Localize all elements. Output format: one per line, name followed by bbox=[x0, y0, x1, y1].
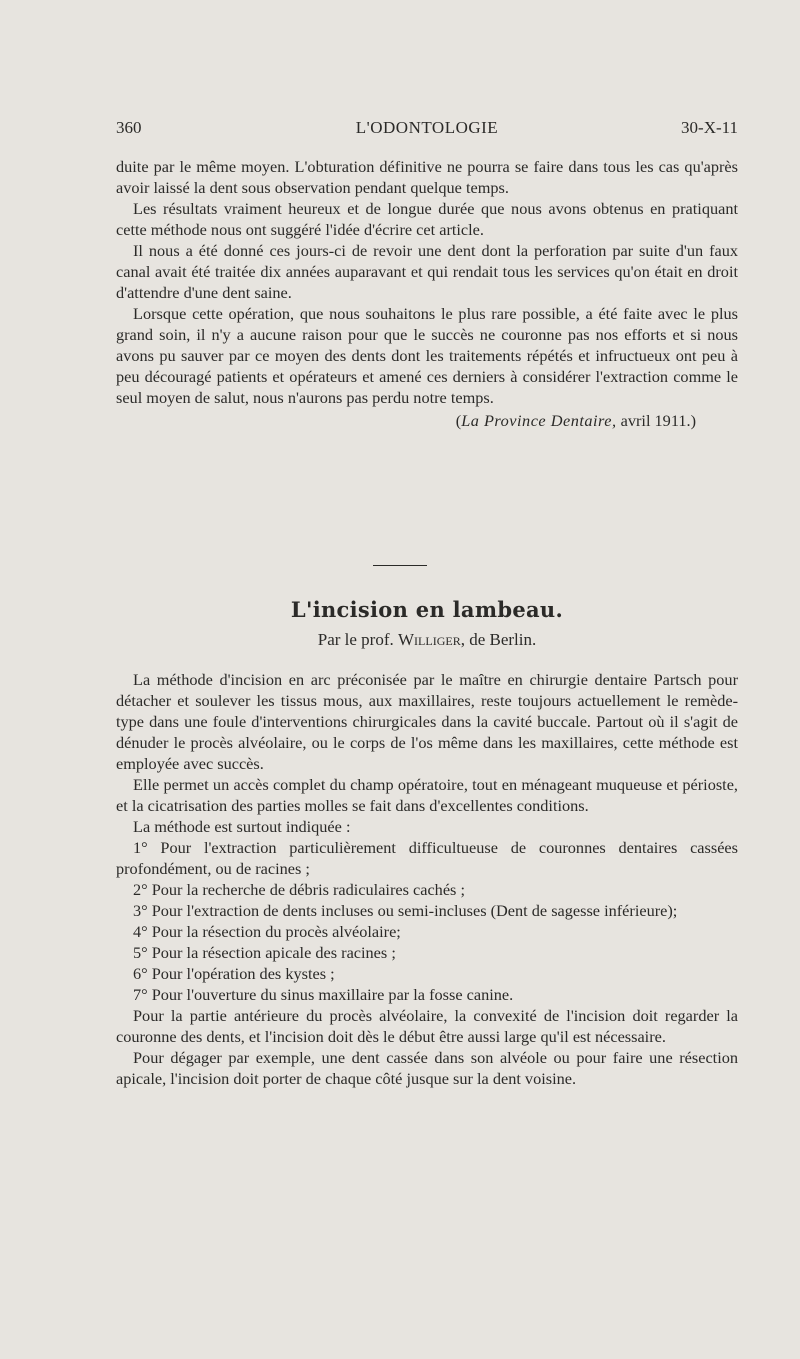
paragraph: Elle permet un accès complet du champ opératoire, tout en ménageant muqueuse et périoste, et la cicatrisation des parties molles se fait dans d'excellentes conditions. bbox=[116, 775, 738, 815]
paragraph: duite par le même moyen. L'obturation définitive ne pourra se faire dans tous les cas qu'après avoir laissé la dent sous observation pendant quelque temps. bbox=[116, 157, 738, 197]
paragraph: Pour la partie antérieure du procès alvéolaire, la convexité de l'incision doit regarder la couronne des dents, et l'incision doit dès le début être aussi large qu'il est nécessaire. bbox=[116, 1006, 738, 1046]
page-number: 360 bbox=[116, 118, 142, 137]
article-body bbox=[116, 669, 738, 1089]
byline-author: Williger bbox=[398, 630, 461, 649]
list-item: 1° Pour l'extraction particulièrement difficultueuse de couronnes dentaires cassées profondément, ou de racines ; bbox=[116, 838, 738, 878]
list-item: 5° Pour la résection apicale des racines ; bbox=[133, 943, 396, 962]
paragraph: Lorsque cette opération, que nous souhaitons le plus rare possible, a été faite avec le plus grand soin, il n'y a aucune raison pour que le succès ne couronne pas nos efforts et si nous avons pu sauver par ce moyen des dents dont les traitements répétés et infructueux ont peu à peu découragé patients et opérateurs et amené ces derniers à considérer l'extraction comme le seul moyen de salut, nous n'aurons pas perdu notre temps. bbox=[116, 304, 738, 407]
article-title: L'incision en lambeau. bbox=[290, 597, 564, 622]
citation-date: avril 1911.) bbox=[616, 411, 696, 430]
list-item: 6° Pour l'opération des kystes ; bbox=[133, 964, 335, 983]
paragraph: Pour dégager par exemple, une dent cassée dans son alvéole ou pour faire une résection apicale, l'incision doit porter de chaque côté jusque sur la dent voisine. bbox=[116, 1048, 738, 1088]
citation-open: ( bbox=[455, 411, 462, 430]
previous-article-end bbox=[116, 156, 738, 431]
byline-prefix: Par le prof. bbox=[317, 630, 398, 649]
citation bbox=[116, 410, 738, 431]
running-header bbox=[116, 118, 738, 142]
citation-source: La Province Dentaire, bbox=[461, 411, 617, 430]
paragraph: La méthode d'incision en arc préconisée par le maître en chirurgie dentaire Partsch pour détacher et soulever les tissus mous, aux maxillaires, reste toujours actuellement le remède-type dans une foule d'interventions chirurgicales dans la cavité buccale. Partout où il s'agit de dénuder le procès alvéolaire, ou le corps de l'os même dans les maxillaires, cette méthode est employée avec succès. bbox=[116, 670, 738, 773]
journal-title: L'ODONTOLOGIE bbox=[355, 118, 499, 137]
byline bbox=[116, 630, 738, 650]
list-item: 4° Pour la résection du procès alvéolaire; bbox=[133, 922, 401, 941]
paragraph: La méthode est surtout indiquée : bbox=[133, 817, 351, 836]
section-divider bbox=[373, 565, 427, 566]
paragraph: Il nous a été donné ces jours-ci de revoir une dent dont la perforation par suite d'un faux canal avait été traitée dix années auparavant et qui rendait tous les services qu'on était en droit d'attendre d'une dent saine. bbox=[116, 241, 738, 302]
list-item: 7° Pour l'ouverture du sinus maxillaire par la fosse canine. bbox=[133, 985, 514, 1004]
paragraph: Les résultats vraiment heureux et de longue durée que nous avons obtenus en pratiquant cette méthode nous ont suggéré l'idée d'écrire cet article. bbox=[116, 199, 738, 239]
byline-suffix: , de Berlin. bbox=[460, 630, 537, 649]
issue-date: 30-X-11 bbox=[681, 118, 738, 137]
list-item: 2° Pour la recherche de débris radiculaires cachés ; bbox=[133, 880, 465, 899]
list-item: 3° Pour l'extraction de dents incluses ou semi-incluses (Dent de sagesse inférieure); bbox=[133, 901, 678, 920]
